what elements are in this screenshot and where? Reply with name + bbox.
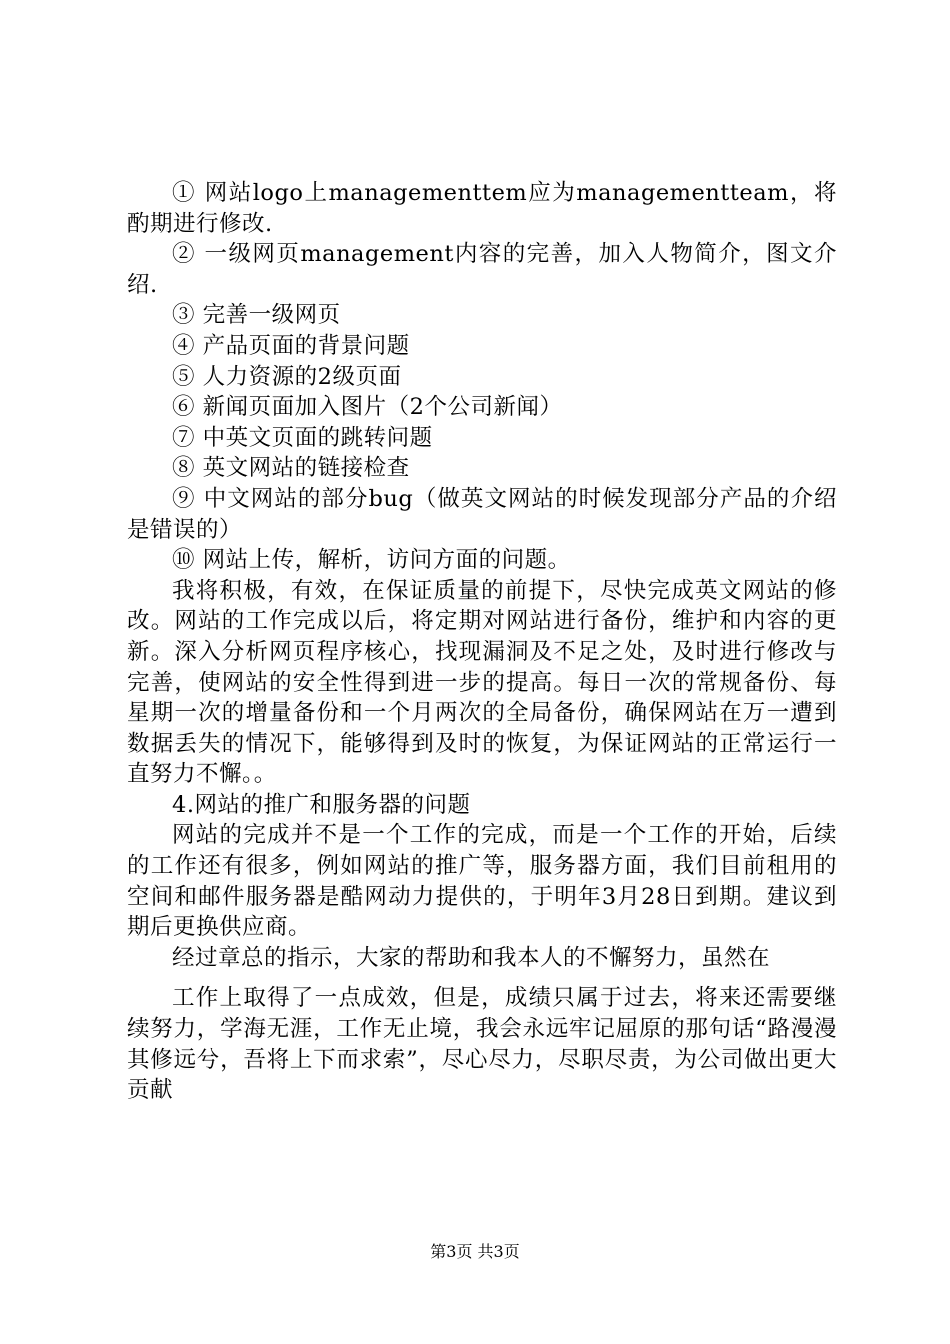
list-item-10: ⑩ 网站上传，解析，访问方面的问题。 [172, 547, 571, 574]
list-item-1: ① 网站logo上managementtem应为managementteam，将酌期进行修改. [127, 180, 837, 237]
paragraph-maintenance: 我将积极，有效，在保证质量的前提下，尽快完成英文网站的修改。网站的工作完成以后，将定期对网站进行备份，维护和内容的更新。深入分析网页程序核心，找现漏洞及不足之处，及时进行修改与完善，使网站的安全性得到进一步的提高。每日一次的常规备份、每星期一次的增量备份和一个月两次的全局备份，确保网站在万一遭到数据丢失的情况下，能够得到及时的恢复，为保证网站的正常运行一直努力不懈。。 [127, 577, 837, 788]
document-body [127, 178, 837, 1106]
list-item-4: ④ 产品页面的背景问题 [172, 332, 410, 359]
list-item-5: ⑤ 人力资源的2级页面 [172, 363, 402, 390]
section-heading: 4.网站的推广和服务器的问题 [172, 791, 471, 818]
paragraph-server: 网站的完成并不是一个工作的完成，而是一个工作的开始，后续的工作还有很多，例如网站的推广等，服务器方面，我们目前租用的空间和邮件服务器是酷网动力提供的，于明年3月28日到期。建议到期后更换供应商。 [127, 822, 837, 941]
page-footer: 第3页 共3页 [430, 1242, 520, 1261]
list-item-2: ② 一级网页management内容的完善，加入人物简介，图文介绍. [127, 241, 837, 298]
paragraph-summary-end: 工作上取得了一点成效，但是，成绩只属于过去，将来还需要继续努力，学海无涯，工作无止境，我会永远牢记屈原的那句话“路漫漫其修远兮，吾将上下而求索”，尽心尽力，尽职尽责，为公司做出更大贡献 [127, 985, 837, 1104]
list-item-8: ⑧ 英文网站的链接检查 [172, 455, 410, 482]
paragraph-summary-start: 经过章总的指示，大家的帮助和我本人的不懈努力，虽然在 [172, 944, 771, 971]
list-item-3: ③ 完善一级网页 [172, 302, 341, 329]
list-item-9: ⑨ 中文网站的部分bug（做英文网站的时候发现部分产品的介绍是错误的） [127, 485, 837, 543]
list-item-6: ⑥ 新闻页面加入图片（2个公司新闻） [172, 394, 563, 421]
list-item-7: ⑦ 中英文页面的跳转问题 [172, 424, 433, 451]
